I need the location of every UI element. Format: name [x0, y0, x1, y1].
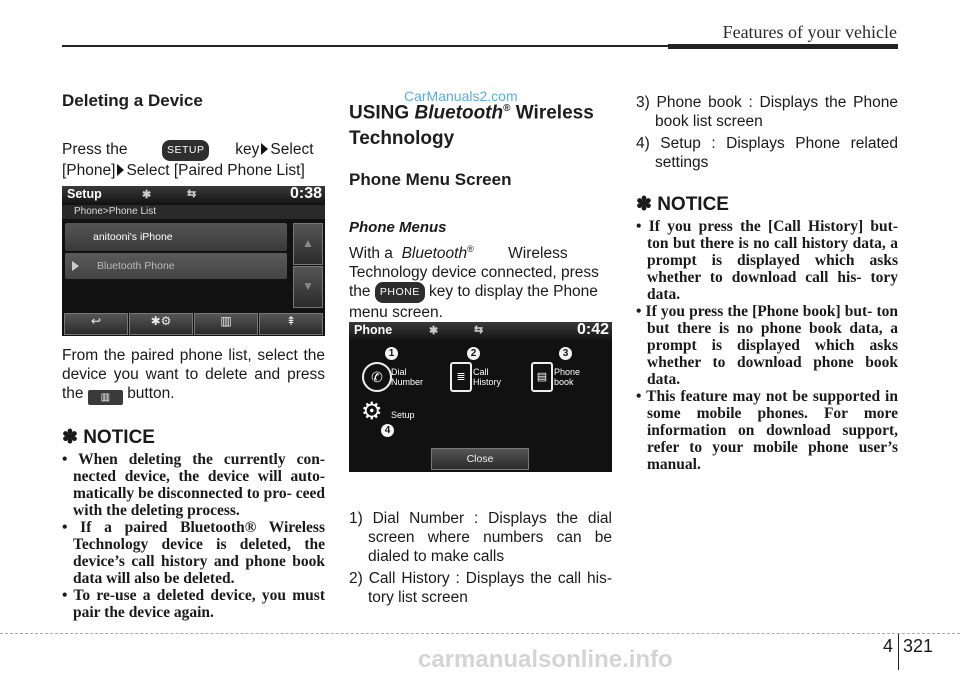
phone-menu-text: [Phone] [62, 162, 116, 179]
scroll-down-button[interactable] [293, 266, 323, 308]
screen-clock: 0:42 [576, 322, 609, 338]
notice-heading: ✽ NOTICE [636, 194, 729, 215]
callout-number: 3 [559, 347, 572, 360]
phone-menu-list [349, 509, 612, 610]
callout-number: 1 [385, 347, 398, 360]
setup-button[interactable] [361, 400, 383, 424]
menu-label [391, 367, 423, 387]
arrow-right-icon [261, 143, 268, 155]
chevron-down-icon: ▼ [302, 279, 314, 293]
arrow-right-icon [117, 164, 124, 176]
press-the-text: Press the [62, 141, 128, 158]
select-device-text: From the paired phone list, select the device you want to delete and press the [62, 347, 325, 402]
dial-number-button[interactable] [362, 362, 392, 392]
bluetooth-text: Bluetooth [401, 245, 468, 263]
delete-all-button[interactable] [259, 313, 323, 335]
delete-instructions [62, 140, 325, 180]
bluetooth-settings-icon: ✱⚙ [150, 314, 172, 328]
watermark-text: CarManuals2.com [404, 88, 518, 104]
wireless-text: Wireless Technology device connected, press the [349, 245, 599, 301]
page-number: 321 [903, 636, 934, 656]
delete-icon: ▥ [220, 314, 232, 328]
screen-breadcrumb: Phone>Phone List [62, 205, 325, 219]
gear-icon: ⚙ [361, 398, 383, 425]
list-item: 1) Dial Number : Displays the dial screen where numbers can be dialed to make calls [349, 510, 612, 565]
dial-label: Dial [391, 367, 407, 377]
setup-label: Setup [391, 410, 415, 420]
delete-all-icon: ⇞ [285, 314, 297, 328]
notice-list [62, 451, 325, 621]
bluetooth-icon: ✱ [142, 189, 152, 201]
menu-label [473, 367, 501, 387]
select-text: Select [270, 141, 314, 158]
running-head: Features of your vehicle [722, 22, 897, 42]
notice-list [636, 218, 898, 473]
notice-item: • If you press the [Phone book] but- ton but there is no phone book data, a prompt is displayed which asks whether to download phone book data. [636, 303, 898, 388]
using-bluetooth-heading [349, 96, 612, 152]
deleting-device-heading: Deleting a Device [62, 91, 203, 110]
header-rule [62, 45, 668, 47]
phone-label: Phone [554, 367, 581, 377]
header-bar [668, 44, 898, 49]
heading-rest: Wireless Technology [349, 102, 594, 150]
page-number-divider [898, 634, 899, 670]
scroll-up-button[interactable] [293, 223, 323, 265]
paired-list-text: Select [Paired Phone List] [126, 162, 305, 179]
phone-menus-heading: Phone Menus [349, 219, 447, 236]
paired-device-row[interactable]: anitooni's iPhone [65, 223, 287, 251]
callout-number: 2 [467, 347, 480, 360]
delete-button[interactable] [194, 313, 258, 335]
bluetooth-settings-button[interactable] [129, 313, 193, 335]
with-a-text: With a [349, 245, 393, 263]
screen-title: Phone [354, 323, 393, 337]
notice-item: • When deleting the currently con- nected device, the device will auto- matically be disconnected to pro- ceed with the deleting process. [62, 451, 325, 519]
notice-item: • If you press the [Call History] but- ton but there is no call history data, a prompt is displayed which asks whether to download call his- tory data. [636, 218, 898, 303]
phone-menu-paragraph [349, 240, 612, 322]
setup-screen-image [62, 186, 325, 336]
heading-registered: ® [503, 103, 511, 114]
callout-number: 4 [381, 424, 394, 437]
list-item: 4) Setup : Displays Phone related settings [636, 135, 898, 171]
footer-dashed-line [0, 633, 960, 634]
bluetooth-icon: ✱ [429, 325, 439, 337]
book-label: book [554, 377, 574, 387]
usb-icon: ⇆ [474, 324, 484, 336]
phone-handset-icon: ✆ [371, 369, 383, 385]
heading-using: USING [349, 102, 410, 124]
after-key-text: key to display the Phone menu screen. [349, 283, 598, 322]
usb-icon: ⇆ [187, 188, 197, 200]
notice-item: • If a paired Bluetooth® Wireless Technology device is deleted, the device’s call history and phone book data will also be deleted. [62, 519, 325, 587]
list-item: 3) Phone book : Displays the Phone book list screen [636, 94, 898, 130]
call-label: Call [473, 367, 489, 377]
phone-menu-screen-heading: Phone Menu Screen [349, 170, 512, 189]
notice-item: • This feature may not be supported in some mobile phones. For more information on download support, refer to your mobile phone user’s manual. [636, 388, 898, 473]
screen-title: Setup [67, 187, 102, 201]
key-text: key [235, 141, 260, 158]
chevron-up-icon: ▲ [302, 236, 314, 250]
phone-book-button[interactable] [531, 362, 553, 392]
paired-device-row[interactable]: Bluetooth Phone [65, 253, 287, 279]
close-button[interactable]: Close [431, 448, 529, 470]
screen-header [62, 186, 325, 204]
phone-book-icon: ▤ [536, 371, 548, 383]
back-button[interactable] [64, 313, 128, 335]
trash-button-icon: ▥ [88, 390, 123, 405]
list-item: 2) Call History : Displays the call his- tory list screen [349, 570, 612, 606]
setup-key: SETUP [162, 140, 210, 161]
chapter-number: 4 [883, 636, 894, 656]
phone-key: PHONE [375, 282, 425, 303]
notice-item: • To re-use a deleted device, you must pair the device again. [62, 587, 325, 621]
button-text: button. [127, 385, 175, 402]
back-icon: ↩ [90, 314, 102, 328]
screen-header [349, 322, 612, 340]
registered-mark: ® [467, 244, 474, 254]
number-label: Number [391, 377, 424, 387]
phone-menu-list-continued [636, 93, 898, 175]
history-label: History [473, 377, 502, 387]
heading-bluetooth: Bluetooth [414, 102, 504, 124]
play-icon [72, 261, 79, 271]
phone-screen-image [349, 322, 612, 472]
call-history-icon: ≣ [456, 371, 466, 383]
notice-heading: ✽ NOTICE [62, 427, 155, 448]
delete-select-paragraph [62, 346, 325, 405]
call-history-button[interactable] [450, 362, 472, 392]
footer-watermark: carmanualsonline.info [418, 646, 673, 673]
screen-clock: 0:38 [289, 186, 322, 202]
menu-label [554, 367, 580, 387]
